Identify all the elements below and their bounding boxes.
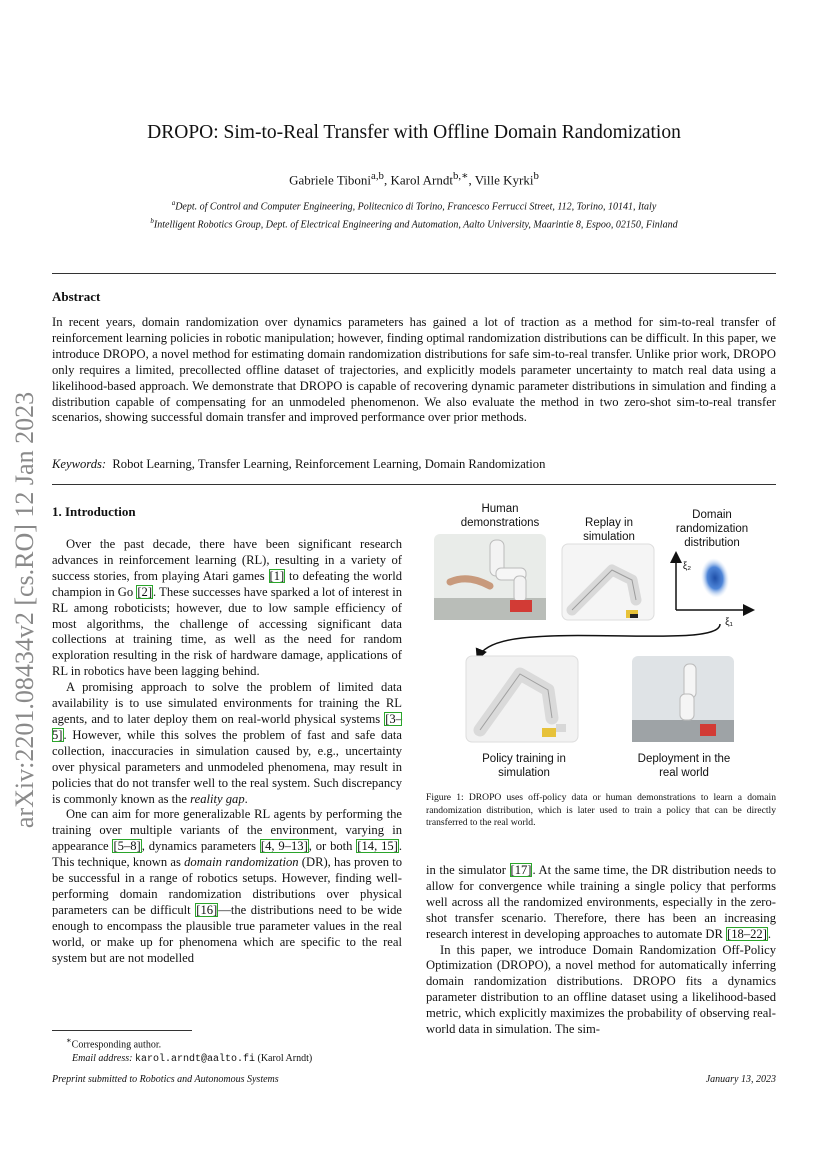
footnote-email[interactable]: karol.arndt@aalto.fi [134, 1054, 255, 1066]
affiliation-mark: b [150, 217, 154, 226]
author-name: Gabriele Tiboni [289, 172, 372, 188]
figure-1 [430, 498, 776, 783]
author-list: Gabriele Tiboni$^{a,b}$, Karol Arndt$^{b,∗}$, Ville Kyrki$^b$ [289, 170, 539, 188]
affiliations [0, 196, 828, 233]
intro-right-column [426, 863, 776, 1038]
figure-caption: Figure 1: DROPO uses off-policy data or human demonstrations to learn a domain randomization distribution, which is later used to train a policy that can be directly transferred to the real world. [426, 792, 776, 829]
affiliation-mark: a [171, 199, 176, 207]
label-policy-training: Policy training in simulation [482, 753, 566, 779]
intro-paragraph: In this paper, we introduce Domain Randomization Off-Policy Optimization (DROPO), a novel method for automatically inferring domain randomization distributions. DROPO fits a dynamics parameter distribution to an offline dataset using a likelihood-based metric, which explicitly maximizes the probability of observing real-world data in simulation. The sim- [426, 942, 776, 1037]
label-replay-simulation: Replay in simulation [583, 517, 635, 543]
photo-deployment [632, 656, 734, 742]
label-deployment: Deployment in the real world [637, 753, 731, 779]
footnote [52, 1034, 412, 1067]
paper-title: DROPO: Sim-to-Real Transfer with Offline Domain Randomization [147, 122, 681, 143]
intro-paragraph: in the simulator [17]. At the same time, the DR distribution needs to allow for convergence while training a single policy that performs well across all the randomized environments, especially in the zero-shot transfer scenario. Therefore, there has been an increasing research interest in developing approaches to automate DR [18–22]. [426, 863, 776, 941]
arxiv-stamp-text: arXiv:2201.08434v2 [cs.RO] 12 Jan 2023 [10, 391, 39, 829]
affiliation-b: Intelligent Robotics Group, Dept. of Electrical Engineering and Automation, Aalto University, Maarintie 8, Espoo, 02150, Finland [153, 219, 678, 231]
keywords [52, 457, 545, 472]
abstract-heading: Abstract [52, 289, 101, 304]
footnote-email-name: (Karol Arndt) [257, 1053, 313, 1065]
abstract-text: In recent years, domain randomization over dynamics parameters has gained a lot of traction as a method for sim-to-real transfer of reinforcement learning policies in robotic manipulation; however, finding optimal randomization distributions can be difficult. In this paper, we introduce DROPO, a novel method for estimating domain randomization distributions for safe sim-to-real transfer. Unlike prior work, DROPO only requires a limited, precollected offline dataset of trajectories, and explicitly models parameter uncertainty to match real data using a likelihood-based approach. We demonstrate that DROPO is capable of recovering dynamic parameter distributions in simulation and finding a distribution capable of compensating for an unmodeled phenomenon. We also evaluate the method in two zero-shot sim-to-real transfer scenarios, showing successful domain transfer and improved performance over prior methods. [52, 315, 776, 425]
photo-human-demonstrations [434, 534, 546, 620]
author-sup: a,b [371, 170, 384, 182]
footnote-email-label: Email address: [72, 1053, 133, 1065]
intro-paragraph: A promising approach to solve the problem of limited data availability is to use simulated environments for training the RL agents, and to later deploy them on real-world physical systems [3–5]. However, while this solves the problem of fast and safe data collection, inaccuracies in simulation caused by, e.g., uncertainty over physical parameters and unmodeled phenomena, may result in policies that do not transfer well to the real system. Such discrepancy is commonly known as the reality gap. [52, 680, 402, 806]
label-xi2: ξ₂ [682, 561, 692, 572]
keywords-label: Keywords: [52, 457, 107, 471]
author-name: Karol Arndt [390, 172, 453, 188]
keywords-rule [52, 484, 776, 485]
top-rule [52, 273, 776, 274]
label-human-demonstrations: Human demonstrations [460, 503, 540, 529]
footnote-rule [52, 1030, 192, 1031]
footnote-corresponding: Corresponding author. [71, 1039, 162, 1051]
flow-arrow [478, 624, 720, 658]
author-name: Ville Kyrki [474, 172, 534, 188]
footer-preprint: Preprint submitted to Robotics and Autonomous Systems [52, 1074, 279, 1085]
keywords-text: Robot Learning, Transfer Learning, Reinforcement Learning, Domain Randomization [112, 457, 546, 471]
author-sup: b,∗ [452, 170, 469, 182]
footnote-mark: ∗ [66, 1036, 72, 1045]
affiliation-a: Dept. of Control and Computer Engineering, Politecnico di Torino, Francesco Ferrucci Street, 112, Torino, 10141, Italy [175, 201, 657, 213]
label-dr-distribution: Domain randomization distribution [675, 509, 749, 549]
author-sup: b [533, 170, 539, 182]
photo-replay-simulation [562, 544, 654, 620]
intro-left-column [52, 537, 402, 966]
label-xi1: ξ₁ [725, 617, 733, 628]
photo-policy-training [466, 656, 578, 742]
section-heading: 1. Introduction [52, 504, 136, 519]
arxiv-stamp [5, 370, 45, 850]
footer-date: January 13, 2023 [705, 1074, 776, 1085]
intro-paragraph: One can aim for more generalizable RL agents by performing the training over multiple variants of the environment, varying in appearance [5–8], dynamics parameters [4, 9–13], or both [14, 15]. This technique, known as domain randomization (DR), has proven to be successful in a range of robotics setups. However, finding well-performing domain randomization distributions over physical parameters can be difficult [16]—the distributions need to be wide enough to encompass the plausible true parameter values in the real world, or make up for phenomena which are specific to the real system but are not modelled [52, 807, 403, 965]
intro-paragraph: Over the past decade, there have been significant research advances in reinforcement learning (RL), resulting in a variety of success stories, from playing Atari games [1] to defeating the world champion in Go [2]. These successes have sparked a lot of interest in RL among roboticists; however, due to low sample efficiency of most algorithms, the challenge of accessing significant data collections at training time, as well as the need for random exploration resulting in the risk of hardware damage, applications of RL in robotics have been lagging behind. [52, 537, 402, 679]
